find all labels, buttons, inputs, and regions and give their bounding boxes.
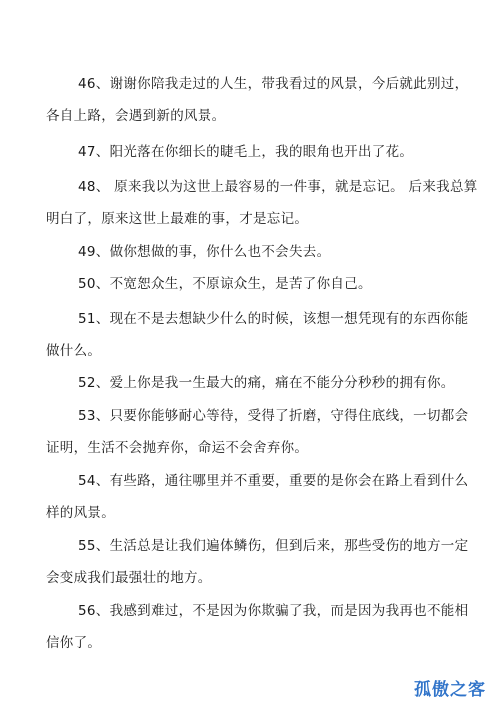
entry-51: [46, 303, 469, 367]
entry-line: 各自上路，会遇到新的风景。: [46, 108, 226, 124]
entry-line: 54、有些路，通往哪里并不重要，重要的是你会在路上看到什么: [78, 473, 469, 489]
entry-55: [46, 530, 469, 594]
entry-47: [78, 136, 423, 168]
entry-line: 证明，生活不会抛弃你，命运不会舍弃你。: [46, 440, 309, 456]
entry-line: 47、阳光落在你细长的睫毛上，我的眼角也开出了花。: [78, 144, 414, 160]
entry-line: 明白了，原来这世上最难的事，才是忘记。: [46, 211, 309, 227]
entry-line: 50、不宽恕众生，不原谅众生，是苦了你自己。: [78, 276, 372, 292]
entry-56: [46, 595, 469, 659]
entry-line: 信你了。: [46, 635, 102, 651]
watermark-logo: 孤傲之客: [414, 680, 486, 700]
entry-line: 46、谢谢你陪我走过的人生，带我看过的风景，今后就此别过，: [78, 76, 469, 92]
entry-line: 48、 原来我以为这世上最容易的一件事，就是忘记。 后来我总算: [78, 179, 478, 195]
entry-line: 会变成我们最强壮的地方。: [46, 570, 212, 586]
entry-line: 做什么。: [46, 343, 102, 359]
entry-line: 56、我感到难过，不是因为你欺骗了我，而是因为我再也不能相: [78, 603, 469, 619]
entry-line: 49、做你想做的事，你什么也不会失去。: [78, 244, 331, 260]
entry-50: [78, 268, 423, 300]
entry-49: [78, 236, 423, 268]
entry-48: [46, 171, 478, 235]
entry-54: [46, 465, 469, 529]
entry-line: 51、现在不是去想缺少什么的时候，该想一想凭现有的东西你能: [78, 311, 469, 327]
entry-53: [46, 400, 469, 464]
entry-52: [78, 367, 455, 399]
entry-line: 55、生活总是让我们遍体鳞伤，但到后来，那些受伤的地方一定: [78, 538, 469, 554]
entry-46: [46, 68, 469, 132]
entry-line: 53、只要你能够耐心等待，受得了折磨，守得住底线，一切都会: [78, 408, 469, 424]
entry-line: 样的风景。: [46, 505, 115, 521]
entry-line: 52、爱上你是我一生最大的痛，痛在不能分分秒秒的拥有你。: [78, 375, 455, 391]
